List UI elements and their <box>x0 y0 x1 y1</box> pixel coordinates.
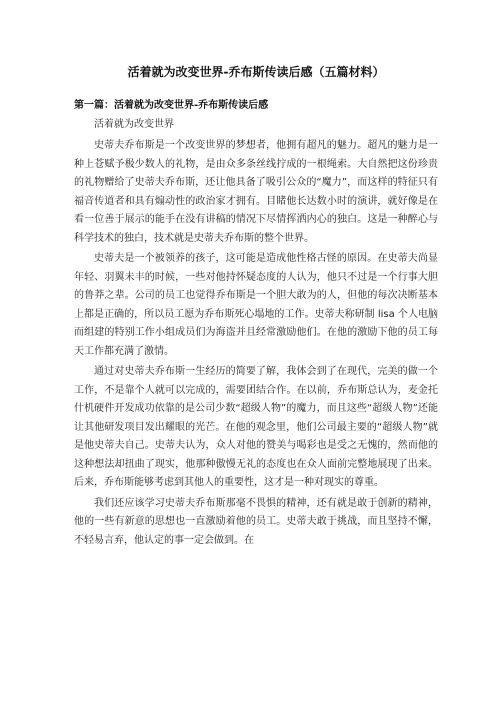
body-paragraph: 史蒂夫是一个被领养的孩子，这可能是造成他性格古怪的原因。在史蒂夫尚显年轻、羽翼未丰的时候，一些对他持怀疑态度的人认为，他只不过是一个行事大胆的鲁莽之辈。公司的员工也觉得乔布斯是一个胆大敢为的人，但他的每次决断基本上都是正确的，所以员工愿为乔布斯死心塌地的工作。史蒂夫称研制 lisa 个人电脑而组建的特别工作小组成员们为海盗并且经常激励他们。在他的激励下他的员工每天工作都充满了激情。 <box>74 253 438 357</box>
body-paragraph: 通过对史蒂夫乔布斯一生经历的简要了解，我体会到了在现代，完美的做一个工作，不是靠个人就可以完成的，需要团结合作。在以前，乔布斯总认为，麦金托什机硬件开发成功依靠的是公司少数“超级人物”的魔力，而且这些“超级人物”还能让其他研发项目发出耀眼的光芒。在他的观念里，他们公司最主要的“超级人物”就是他史蒂夫自己。史蒂夫认为，众人对他的赞美与喝彩也是受之无愧的，然而他的这种想法却扭曲了现实，他那种傲慢无礼的态度也在众人面前完整地展现了出来。后来，乔布斯能够考虑到其他人的重要性，这才是一种对现实的尊重。 <box>74 366 438 488</box>
body-paragraph: 史蒂夫乔布斯是一个改变世界的梦想者，他拥有超凡的魅力。超凡的魅力是一种上苍赋予极少数人的礼物，是由众多条丝线拧成的一根绳索。大自然把这份珍贵的礼物赠给了史蒂夫乔布斯，还让他具备了吸引公众的“魔力”，而这样的特征只有福音传道者和具有煽动性的政治家才拥有。目睹他长达数小时的演讲，就好像是在看一位善于展示的能手在没有讲稿的情况下尽情挥洒内心的独白。这是一种醉心与科学技术的独白，技术就是史蒂夫乔布斯的整个世界。 <box>74 140 438 244</box>
section-heading: 第一篇：活着就为改变世界-乔布斯传读后感 <box>74 100 269 111</box>
body-paragraph: 我们还应该学习史蒂夫乔布斯那毫不畏惧的精神，还有就是敢于创新的精神，他的一些有新意的思想也一直激励着他的员工。史蒂夫敢于挑战，而且坚持不懈，不轻易言弃，他认定的事一定会做到。在 <box>74 497 438 546</box>
section-subtitle: 活着就为改变世界 <box>94 119 174 130</box>
document-title: 活着就为改变世界-乔布斯传读后感（五篇材料） <box>127 65 385 79</box>
